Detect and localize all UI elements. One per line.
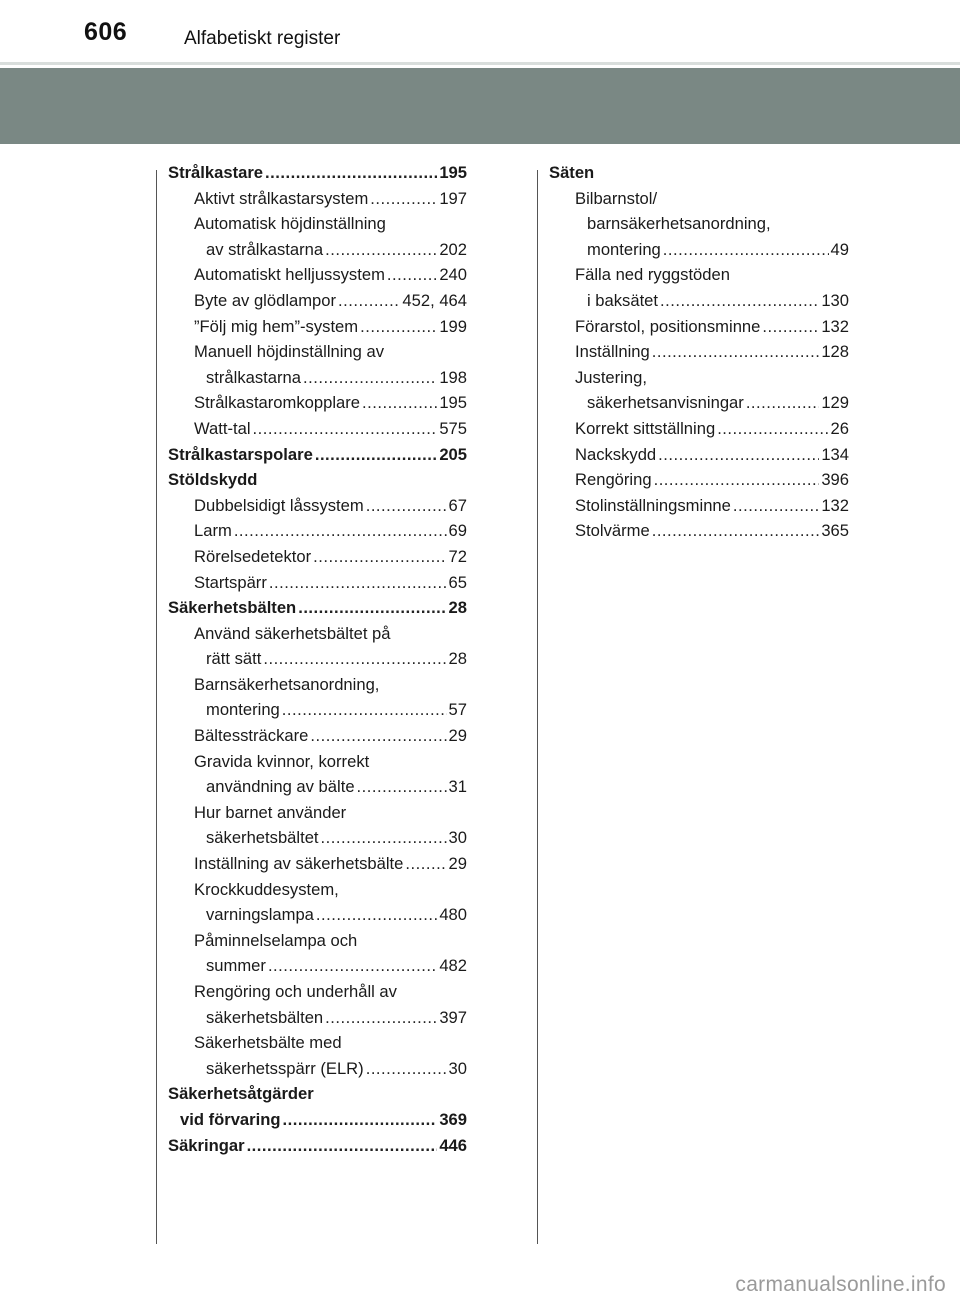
index-page-number: 482 (439, 956, 467, 976)
index-page-number: 26 (830, 418, 849, 438)
index-page-number: 369 (439, 1109, 467, 1129)
index-entry-text: varningslampa (206, 905, 314, 925)
index-entry-text: Inställning (575, 342, 650, 362)
index-entry-text: Hur barnet använder (194, 802, 347, 822)
index-entry (168, 186, 467, 212)
index-entry-text: montering (587, 239, 661, 259)
index-entry (549, 288, 849, 314)
dot-leader (315, 442, 437, 468)
index-entry-text: Stöldskydd (168, 470, 258, 490)
index-page-number: 575 (439, 418, 467, 438)
dot-leader (316, 902, 437, 928)
index-entry-text: Rörelsedetektor (194, 546, 312, 566)
index-entry (549, 416, 849, 442)
index-column-left (168, 160, 467, 1158)
dot-leader (263, 646, 446, 672)
index-entry-text: säkerhetsbälten (206, 1007, 324, 1027)
index-entry (168, 825, 467, 851)
dot-leader (269, 570, 447, 596)
index-entry (168, 1030, 467, 1056)
index-page-number: 198 (439, 367, 467, 387)
index-entry-text: Nackskydd (575, 444, 657, 464)
dot-leader (717, 416, 828, 442)
index-entry-text: Påminnelselampa och (194, 930, 358, 950)
index-page-number: 31 (448, 777, 467, 797)
dot-leader (366, 1056, 447, 1082)
index-column-right (549, 160, 849, 544)
index-entry-text: Fälla ned ryggstöden (575, 265, 730, 285)
dot-leader (325, 237, 437, 263)
index-page-number: 129 (821, 393, 849, 413)
index-page-number: 396 (821, 470, 849, 490)
index-entry-text: Barnsäkerhetsanordning, (194, 674, 380, 694)
index-entry-text: Använd säkerhetsbältet på (194, 623, 391, 643)
index-entry (168, 1107, 467, 1133)
index-entry-text: Larm (194, 521, 232, 541)
right-column-rule (537, 170, 538, 1244)
index-entry (168, 493, 467, 519)
dot-leader (387, 262, 437, 288)
index-entry (168, 314, 467, 340)
index-entry (168, 262, 467, 288)
index-page-number: 49 (830, 239, 849, 259)
index-entry (168, 672, 467, 698)
header-banner (0, 68, 960, 144)
dot-leader (658, 442, 819, 468)
index-entry (168, 749, 467, 775)
index-page-number: 205 (439, 444, 467, 464)
index-entry (549, 211, 849, 237)
index-entry-text: Säkerhetsbälten (168, 598, 297, 618)
index-page-number: 132 (821, 495, 849, 515)
dot-leader (234, 518, 447, 544)
index-entry-text: i baksätet (587, 290, 659, 310)
index-page-number: 69 (448, 521, 467, 541)
page-number: 606 (84, 18, 128, 46)
dot-leader (265, 160, 437, 186)
index-entry (168, 1005, 467, 1031)
index-entry (168, 877, 467, 903)
index-entry (168, 774, 467, 800)
index-entry-text: Strålkastare (168, 163, 264, 182)
index-heading (168, 1133, 467, 1159)
dot-leader (310, 723, 446, 749)
index-entry-text: användning av bälte (206, 777, 355, 797)
index-entry (549, 442, 849, 468)
section-title: Alfabetiskt register (184, 28, 341, 49)
index-entry-text: Krockkuddesystem, (194, 879, 339, 899)
index-entry (168, 570, 467, 596)
index-entry (549, 518, 849, 544)
index-entry-text: vid förvaring (180, 1109, 281, 1129)
index-entry-text: montering (206, 700, 280, 720)
index-entry-text: Stolinställningsminne (575, 495, 731, 515)
index-entry-text: rätt sätt (206, 649, 262, 669)
index-page-number: 130 (821, 290, 849, 310)
index-entry-text: Justering, (575, 367, 647, 387)
dot-leader (357, 774, 447, 800)
index-entry-text: Dubbelsidigt låssystem (194, 495, 364, 515)
index-entry-text: Säkerhetsbälte med (194, 1033, 342, 1053)
dot-leader (733, 493, 819, 519)
index-entry-text: Rengöring (575, 470, 652, 490)
index-page-number: 28 (448, 598, 467, 618)
dot-leader (654, 467, 820, 493)
index-page-number: 195 (439, 163, 467, 182)
index-page-number: 29 (448, 726, 467, 746)
dot-leader (663, 237, 829, 263)
index-entry (549, 390, 849, 416)
dot-leader (253, 416, 438, 442)
index-entry (549, 493, 849, 519)
index-entry-text: Förarstol, positionsminne (575, 316, 761, 336)
index-entry (168, 211, 467, 237)
index-entry (168, 1056, 467, 1082)
index-entry (168, 800, 467, 826)
dot-leader (247, 1133, 438, 1159)
dot-leader (405, 851, 446, 877)
index-entry-text: Säten (549, 163, 595, 182)
index-entry (549, 467, 849, 493)
index-entry (168, 365, 467, 391)
index-entry (168, 518, 467, 544)
index-page-number: 365 (821, 521, 849, 541)
dot-leader (338, 288, 400, 314)
index-page-number: 446 (439, 1135, 467, 1155)
index-entry-text: Startspärr (194, 572, 267, 592)
index-page-number: 132 (821, 316, 849, 336)
index-entry-text: säkerhetsspärr (ELR) (206, 1058, 364, 1078)
dot-leader (370, 186, 437, 212)
index-entry (168, 288, 467, 314)
index-page-number: 195 (439, 393, 467, 413)
index-page-number: 128 (821, 342, 849, 362)
index-entry-text: Säkerhetsåtgärder (168, 1084, 314, 1104)
index-entry (168, 621, 467, 647)
dot-leader (283, 1107, 438, 1133)
dot-leader (746, 390, 820, 416)
index-page-number: 30 (448, 1058, 467, 1078)
index-entry (549, 314, 849, 340)
index-entry (549, 339, 849, 365)
dot-leader (762, 314, 819, 340)
dot-leader (282, 697, 447, 723)
index-page-number: 65 (448, 572, 467, 592)
dot-leader (268, 953, 437, 979)
index-entry (549, 365, 849, 391)
index-page-number: 29 (448, 854, 467, 874)
index-entry-text: Säkringar (168, 1135, 245, 1155)
index-entry-text: Strålkastaromkopplare (194, 393, 361, 413)
dot-leader (366, 493, 447, 519)
watermark: carmanualsonline.info (735, 1273, 946, 1296)
dot-leader (652, 518, 820, 544)
index-entry-text: Bältessträckare (194, 726, 309, 746)
index-entry (168, 544, 467, 570)
index-entry-text: Inställning av säkerhetsbälte (194, 854, 404, 874)
dot-leader (652, 339, 820, 365)
dot-leader (360, 314, 437, 340)
index-entry-text: Byte av glödlampor (194, 290, 337, 310)
index-entry (168, 237, 467, 263)
dot-leader (321, 825, 447, 851)
index-page-number: 57 (448, 700, 467, 720)
index-entry-text: ”Följ mig hem”-system (194, 316, 359, 336)
index-entry-text: Watt-tal (194, 418, 251, 438)
index-entry (168, 902, 467, 928)
index-entry (168, 979, 467, 1005)
index-entry-text: strålkastarna (206, 367, 301, 387)
index-entry-text: Korrekt sittställning (575, 418, 716, 438)
index-page-number: 480 (439, 905, 467, 925)
index-entry-text: Aktivt strålkastarsystem (194, 188, 369, 208)
index-entry (168, 646, 467, 672)
index-heading (168, 442, 467, 468)
dot-leader (303, 365, 437, 391)
index-entry (168, 390, 467, 416)
index-entry (168, 851, 467, 877)
index-page-number: 30 (448, 828, 467, 848)
index-entry-text: Automatisk höjdinställning (194, 214, 386, 234)
index-entry (549, 262, 849, 288)
index-entry-text: Gravida kvinnor, korrekt (194, 751, 370, 771)
index-entry-text: säkerhetsbältet (206, 828, 319, 848)
dot-leader (298, 595, 446, 621)
dot-leader (362, 390, 437, 416)
index-page-number: 397 (439, 1007, 467, 1027)
index-entry-text: Automatiskt helljussystem (194, 265, 385, 285)
index-entry (168, 928, 467, 954)
index-heading (168, 467, 467, 493)
index-heading (549, 160, 849, 186)
index-entry (168, 953, 467, 979)
dot-leader (660, 288, 819, 314)
dot-leader (325, 1005, 437, 1031)
index-entry-text: av strålkastarna (206, 239, 324, 259)
index-entry (549, 186, 849, 212)
index-page-number: 72 (448, 546, 467, 566)
index-entry (549, 237, 849, 263)
index-page-number: 452, 464 (402, 290, 467, 310)
dot-leader (313, 544, 446, 570)
index-page-number: 202 (439, 239, 467, 259)
index-page-number: 28 (448, 649, 467, 669)
index-page-number: 240 (439, 265, 467, 285)
index-entry (168, 339, 467, 365)
index-page-number: 197 (439, 188, 467, 208)
index-entry-text: Stolvärme (575, 521, 650, 541)
index-entry-text: summer (206, 956, 266, 976)
index-entry (168, 723, 467, 749)
page-header (0, 0, 960, 65)
index-page-number: 199 (439, 316, 467, 336)
index-page-number: 67 (448, 495, 467, 515)
index-entry (168, 416, 467, 442)
index-entry-text: säkerhetsanvisningar (587, 393, 744, 413)
index-heading (168, 1081, 467, 1107)
index-heading (168, 160, 467, 186)
index-entry (168, 697, 467, 723)
index-heading (168, 595, 467, 621)
index-entry-text: Strålkastarspolare (168, 444, 313, 464)
index-entry-text: Bilbarnstol/ (575, 188, 658, 208)
index-page-number: 134 (821, 444, 849, 464)
index-entry-text: Manuell höjdinställning av (194, 342, 385, 362)
index-entry-text: Rengöring och underhåll av (194, 982, 397, 1001)
index-entry-text: barnsäkerhetsanordning, (587, 214, 771, 234)
left-column-rule (156, 170, 157, 1244)
